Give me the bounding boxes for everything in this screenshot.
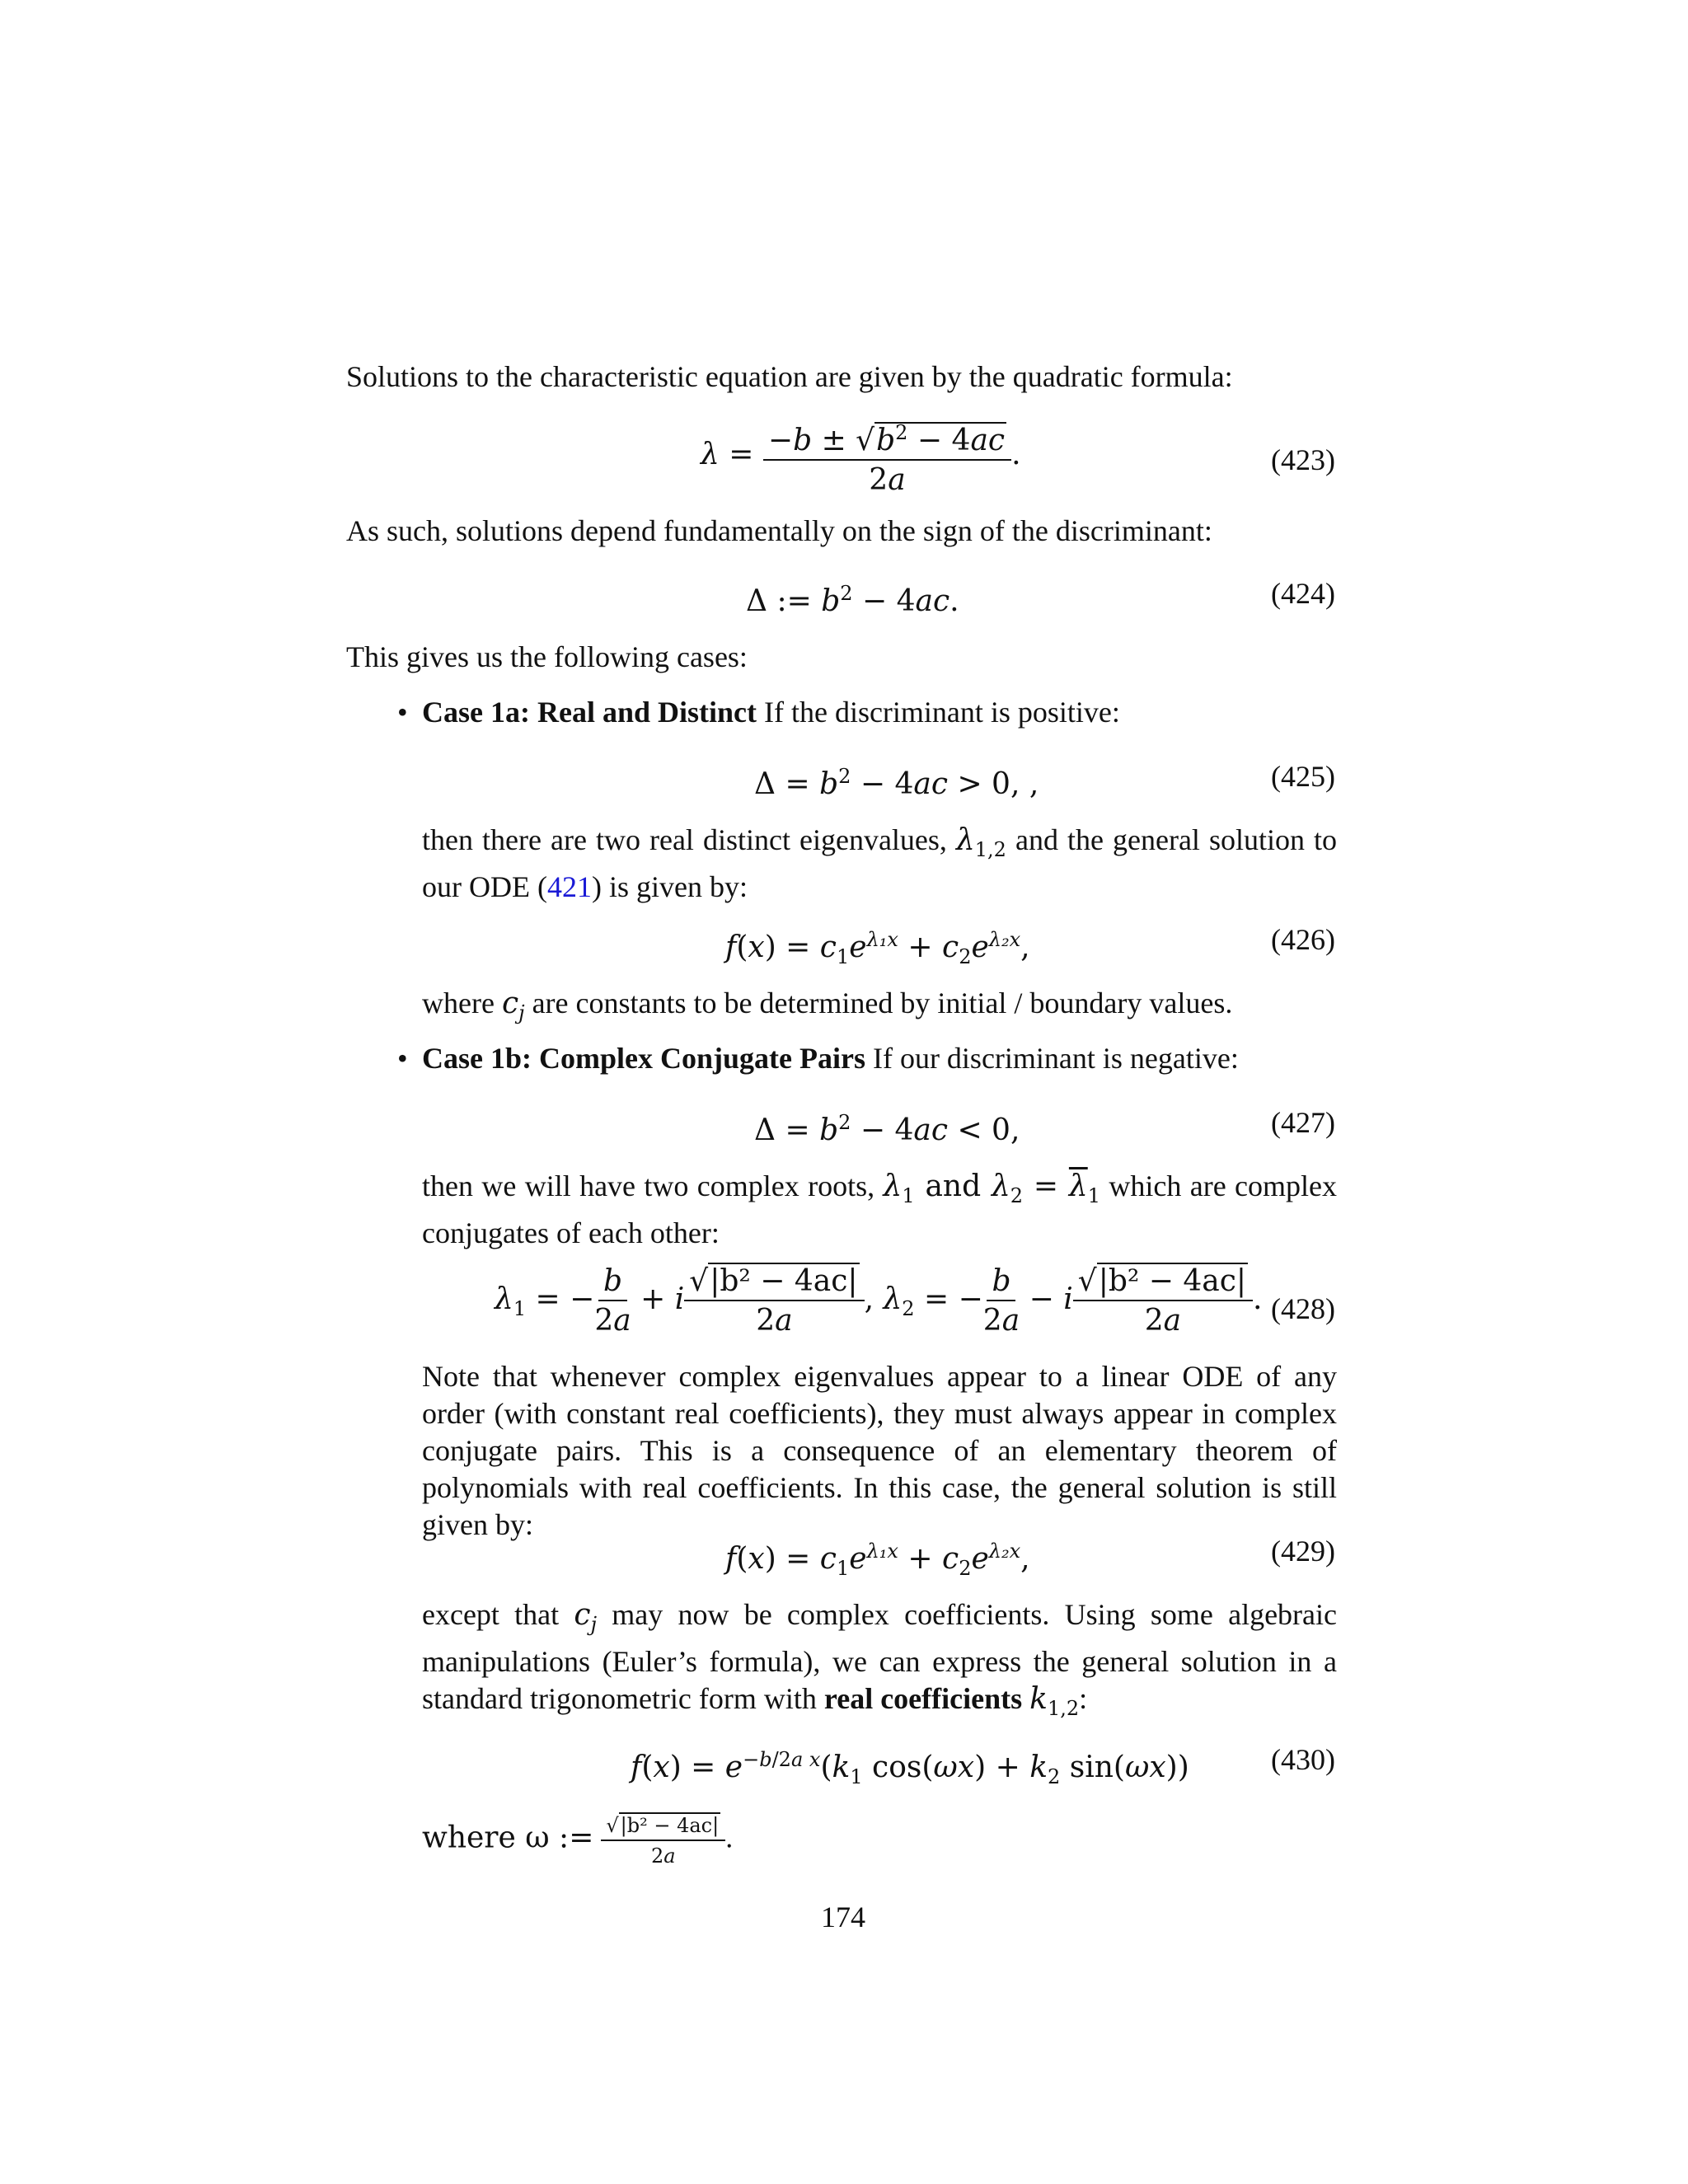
cj-symbol: $c_j$ bbox=[501, 987, 525, 1025]
after-text-c: ) is given by: bbox=[591, 870, 748, 904]
radical-2: |b² − 4ac| bbox=[1098, 1264, 1247, 1298]
equation-423: λ = $\frac{-b \pm √b^2 - 4ac}{2a}$ . bbox=[701, 416, 1021, 497]
then-text-b: which are complex conjugates of each other: bbox=[422, 1169, 1338, 1250]
case-1b-text: If our discriminant is negative: bbox=[872, 1042, 1239, 1075]
equation-number-424: (424) bbox=[1271, 577, 1335, 610]
where-text-a: where bbox=[422, 987, 502, 1019]
case-1a-where bbox=[422, 985, 1337, 1032]
case-1b-title: Case 1b: Complex Conjugate Pairs bbox=[422, 1042, 865, 1075]
note-paragraph: Note that whenever complex eigenvalues appear to a linear ODE of any order (with constant real coefficients), they must always appear in complex conjugate pairs. This is a consequence of an elementary theorem of polynomials with real coefficients. In this case, the general solution is still given by: bbox=[422, 1360, 1337, 1541]
real-coefficients-bold: real coefficients bbox=[823, 1682, 1023, 1716]
case-1a-after bbox=[422, 822, 1337, 906]
equation-number-429: (429) bbox=[1271, 1535, 1335, 1568]
equation-429: $f(x) = c_1e^{\lambda_1x} + c_2e^{\lambda_2x}$, bbox=[725, 1540, 1030, 1581]
equation-426: $f(x) = c_1e^{\lambda_1x} + c_2e^{\lambda_2x}$, bbox=[725, 928, 1030, 969]
discriminant-paragraph: As such, solutions depend fundamentally on the sign of the discriminant: bbox=[346, 514, 1212, 547]
k12-symbol: $k_{1,2}$ bbox=[1029, 1682, 1080, 1721]
equation-number-425: (425) bbox=[1271, 760, 1335, 793]
cj-symbol-2: $c_j$ bbox=[574, 1598, 598, 1637]
cases-paragraph: This gives us the following cases: bbox=[346, 640, 748, 673]
equation-number-428: (428) bbox=[1271, 1292, 1335, 1325]
page-number: 174 bbox=[821, 1900, 865, 1933]
after-text-b: and the general solution to our ODE ( bbox=[422, 823, 1337, 904]
lambda12-symbol: $\lambda_{1,2}$ bbox=[955, 823, 1006, 862]
equation-425: $\Delta = b^2 - 4ac > 0$, , bbox=[754, 765, 1039, 801]
then-text-a: then we will have two complex roots, bbox=[422, 1169, 884, 1202]
radical-3: |b² − 4ac| bbox=[620, 1814, 720, 1837]
after-text-a: then there are two real distinct eigenvalues, bbox=[422, 823, 956, 856]
bullet-case-1a: • bbox=[397, 696, 408, 729]
where-text-b: are constants to be determined by initial / boundary values. bbox=[524, 987, 1233, 1019]
omega-definition: where ω := $\frac{\text{√|b² − 4ac|}}{2a}$ . bbox=[422, 1814, 734, 1868]
equation-number-430: (430) bbox=[1271, 1743, 1335, 1776]
radical-1: |b² − 4ac| bbox=[710, 1264, 858, 1298]
intro-paragraph: Solutions to the characteristic equation are given by the quadratic formula: bbox=[346, 360, 1233, 393]
equation-430: $f(x) = e^{-b/2a x}(k_1$ $\cos(\omega x) + k_2$ sin(ωx)) bbox=[631, 1748, 1189, 1789]
case-1b-heading bbox=[422, 1040, 1337, 1077]
equation-427: $\Delta = b^2 - 4ac < 0$, bbox=[754, 1111, 1020, 1147]
except-text-b: may now be complex coefficients. Using some algebraic manipulations (Euler’s formula), we can express the general solution in a standard trigonometric form with bbox=[422, 1598, 1337, 1716]
case-1a-title: Case 1a: Real and Distinct bbox=[422, 696, 757, 729]
lambda-conj-symbol: $\lambda_1$ and $\lambda_2 = \overline{\lambda}_1$ bbox=[883, 1169, 1100, 1208]
equation-number-427: (427) bbox=[1271, 1106, 1335, 1139]
case-1a-heading bbox=[422, 694, 1337, 731]
equation-number-426: (426) bbox=[1271, 923, 1335, 956]
where-omega-text: where ω := bbox=[422, 1821, 594, 1855]
case-1a-text: If the discriminant is positive: bbox=[763, 696, 1120, 729]
equation-424: Δ := $b^2 - 4ac$. bbox=[746, 582, 959, 618]
equation-428: $\lambda_1$ = − $\frac{b}{2a}$ + i $\frac{\text{√|b² − 4ac|}}{2a}$ , $\lambda_2$ = − $\frac{b}{2a}$ − i $\frac{\text{√|b² − 4ac|}}{2a}$ . bbox=[495, 1264, 1263, 1338]
except-text-a: except that bbox=[422, 1598, 574, 1631]
case-1b-then bbox=[422, 1168, 1337, 1252]
equation-number-423: (423) bbox=[1271, 443, 1335, 476]
except-paragraph: except that $c_j$ may now be complex coefficients. Using some algebraic manipulations (Euler’s formula), we can express the general solution in a standard trigonometric form with real coefficients $k_{1,2}$: bbox=[422, 1598, 1337, 1721]
bullet-case-1b: • bbox=[397, 1042, 408, 1075]
eq-421-link[interactable]: 421 bbox=[546, 870, 592, 904]
